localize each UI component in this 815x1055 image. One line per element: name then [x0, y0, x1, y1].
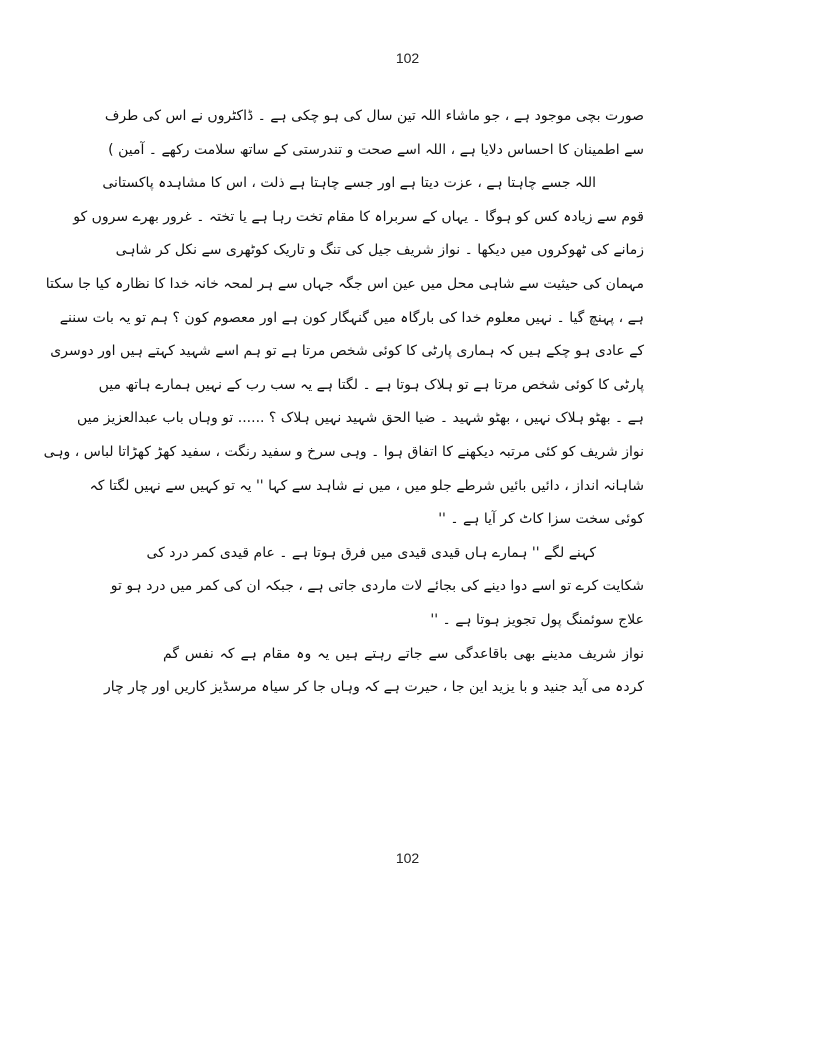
text-line: کوئی سخت سزا کاٹ کر آیا ہے ۔ '' — [438, 511, 644, 528]
text-line: نواز شریف کو کئی مرتبہ دیکھنے کا اتفاق ہوا ۔ وہی سرخ و سفید رنگت ، سفید کھڑ کھڑاتا لباس ، وہی — [43, 443, 644, 460]
text-line: ہے ، پہنچ گیا ۔ نہیں معلوم خدا کی بارگاہ میں گنہگار کون ہے اور معصوم کون ؟ ہم تو یہ بات سننے — [59, 309, 644, 326]
text-line: صورت بچی موجود ہے ، جو ماشاء اللہ تین سال کی ہو چکی ہے ۔ ڈاکٹروں نے اس کی طرف — [104, 108, 644, 124]
text-line: شاہانہ انداز ، دائیں بائیں شرطے جلو میں ، میں نے شاہد سے کہا '' یہ تو کہیں سے نہیں لگتا کہ — [89, 477, 644, 494]
text-line: قوم سے زیادہ کس کو ہوگا ۔ یہاں کے سربراہ کا مقام تخت رہا ہے یا تختہ ۔ غرور بھرے سروں کو — [73, 208, 644, 225]
text-line: سے اطمینان کا احساس دلایا ہے ، اللہ اسے صحت و تندرستی کے ساتھ سلامت رکھے ۔ آمین ) — [108, 141, 644, 158]
text-line: زمانے کی ٹھوکروں میں دیکھا ۔ نواز شریف جیل کی تنگ و تاریک کوٹھری سے نکل کر شاہی — [115, 242, 644, 259]
text-line: کے عادی ہو چکے ہیں کہ ہماری پارٹی کا کوئی شخص مرتا ہے تو ہم اسے شہید کہتے ہیں اور دوسری — [50, 343, 644, 360]
text-line: علاج سوئمنگ پول تجویز ہوتا ہے ۔ '' — [430, 611, 644, 628]
page-number-bottom: 102 — [395, 850, 420, 866]
text-line: ہے ۔ بھٹو ہلاک نہیں ، بھٹو شہید ۔ ضیا الحق شہید نہیں ہلاک ؟ ...... تو وہاں باب عبدالعزیز میں — [76, 410, 644, 427]
text-line: پارٹی کا کوئی شخص مرتا ہے تو ہلاک ہوتا ہے ۔ لگتا ہے یہ سب رب کے نہیں ہمارے ہاتھ میں — [98, 376, 644, 393]
text-line: اللہ جسے چاہتا ہے ، عزت دیتا ہے اور جسے چاہتا ہے ذلت ، اس کا مشاہدہ پاکستانی — [102, 175, 596, 192]
text-line: مہمان کی حیثیت سے شاہی محل میں عین اس جگہ جہاں سے ہر لمحہ خانہ خدا کا نظارہ کیا جا سکتا — [45, 275, 644, 292]
text-line: شکایت کرے تو اسے دوا دینے کی بجائے لات ماردی جاتی ہے ، جبکہ ان کی کمر میں درد ہو تو — [110, 578, 644, 595]
text-line: کردہ می آید جنید و با یزید این جا ، حیرت ہے کہ وہاں جا کر سیاہ مرسڈیز کاریں اور چار چار — [104, 679, 644, 696]
text-line: نواز شریف مدینے بھی باقاعدگی سے جاتے رہتے ہیں یہ وہ مقام ہے کہ نفس گم — [163, 645, 644, 662]
page-number-top: 102 — [395, 50, 420, 66]
text-line: کہنے لگے '' ہمارے ہاں قیدی قیدی میں فرق ہوتا ہے ۔ عام قیدی کمر درد کی — [146, 544, 596, 561]
body-text — [43, 100, 644, 705]
